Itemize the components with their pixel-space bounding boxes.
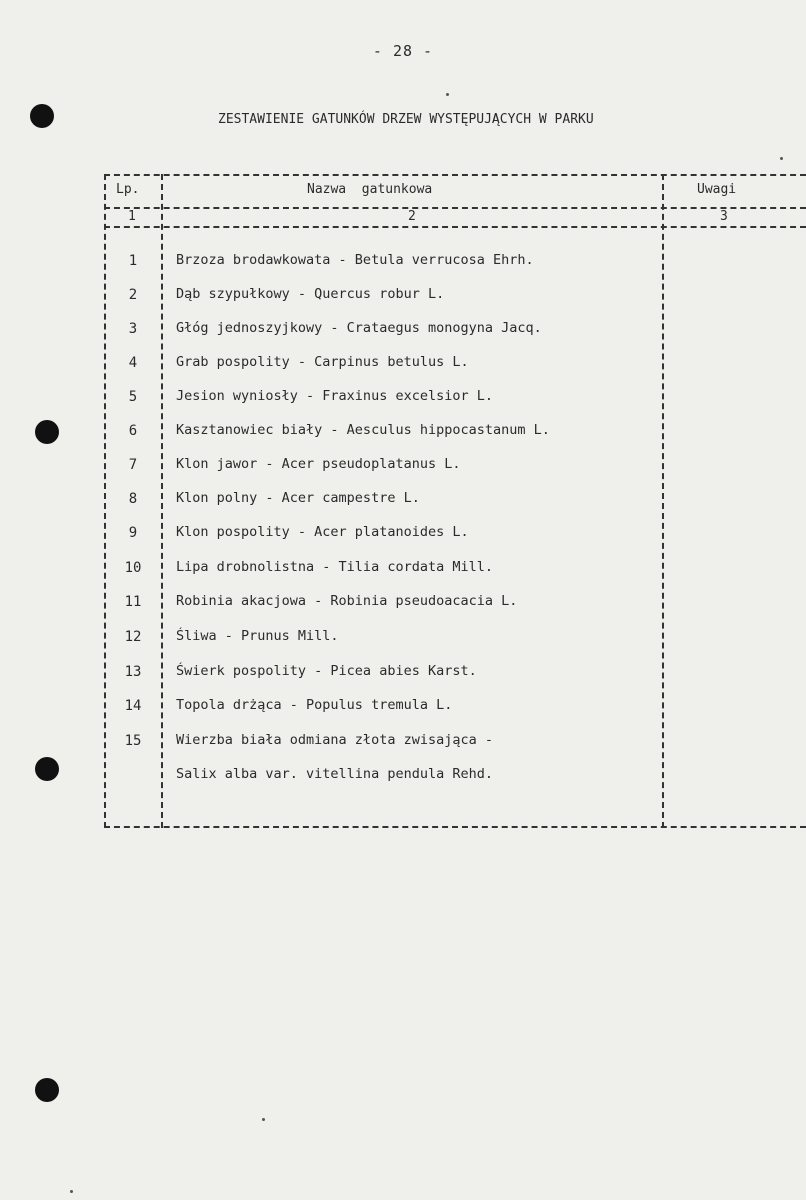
row-number: 5 <box>128 389 138 405</box>
row-number: 9 <box>128 525 138 541</box>
species-name: Śliwa - Prunus Mill. <box>176 628 339 644</box>
species-name: Dąb szypułkowy - Quercus robur L. <box>176 286 445 302</box>
row-number: 12 <box>124 629 142 645</box>
binder-hole-1 <box>30 104 54 128</box>
row-number: 1 <box>128 253 138 269</box>
paper-speck <box>70 1190 73 1193</box>
column-divider-lp <box>161 174 163 828</box>
row-number: 13 <box>124 664 142 680</box>
row-number: 4 <box>128 355 138 371</box>
row-number: 8 <box>128 491 138 507</box>
row-number: 7 <box>128 457 138 473</box>
binder-hole-2 <box>35 420 59 444</box>
species-name: Lipa drobnolistna - Tilia cordata Mill. <box>176 559 493 575</box>
page-title: ZESTAWIENIE GATUNKÓW DRZEW WYSTĘPUJĄCYCH W PARKU <box>218 112 594 127</box>
row-number: 15 <box>124 733 142 749</box>
species-name: Klon pospolity - Acer platanoides L. <box>176 524 469 540</box>
species-name: Brzoza brodawkowata - Betula verrucosa Ehrh. <box>176 252 534 268</box>
header-divider <box>104 207 806 209</box>
paper-speck <box>446 93 449 96</box>
column-number-1: 1 <box>128 209 136 224</box>
page-number: - 28 - <box>372 42 434 60</box>
species-name: Robinia akacjowa - Robinia pseudoacacia L. <box>176 593 518 609</box>
header-name: Nazwa gatunkowa <box>307 182 433 197</box>
row-number: 3 <box>128 321 138 337</box>
species-name: Świerk pospolity - Picea abies Karst. <box>176 663 477 679</box>
species-name-continuation: Salix alba var. vitellina pendula Rehd. <box>176 766 493 782</box>
column-divider-name <box>662 174 664 828</box>
row-number: 14 <box>124 698 142 714</box>
column-number-3: 3 <box>720 209 728 224</box>
species-name: Klon jawor - Acer pseudoplatanus L. <box>176 456 461 472</box>
row-number: 6 <box>128 423 138 439</box>
species-name: Jesion wyniosły - Fraxinus excelsior L. <box>176 388 493 404</box>
column-number-divider <box>104 226 806 228</box>
row-number: 10 <box>124 560 142 576</box>
species-name: Grab pospolity - Carpinus betulus L. <box>176 354 469 370</box>
table-bottom-border <box>104 826 806 828</box>
paper-speck <box>780 157 783 160</box>
species-name: Klon polny - Acer campestre L. <box>176 490 420 506</box>
row-number: 2 <box>128 287 138 303</box>
table-top-border <box>104 174 806 176</box>
table-left-border <box>104 174 106 828</box>
species-name: Topola drżąca - Populus tremula L. <box>176 697 453 713</box>
binder-hole-3 <box>35 757 59 781</box>
species-name: Kasztanowiec biały - Aesculus hippocastanum L. <box>176 422 550 438</box>
header-notes: Uwagi <box>697 182 737 197</box>
paper-speck <box>262 1118 265 1121</box>
header-lp: Lp. <box>116 182 140 197</box>
column-number-2: 2 <box>408 209 416 224</box>
species-name: Wierzba biała odmiana złota zwisająca - <box>176 732 493 748</box>
binder-hole-4 <box>35 1078 59 1102</box>
row-number: 11 <box>124 594 142 610</box>
species-name: Głóg jednoszyjkowy - Crataegus monogyna Jacq. <box>176 320 542 336</box>
